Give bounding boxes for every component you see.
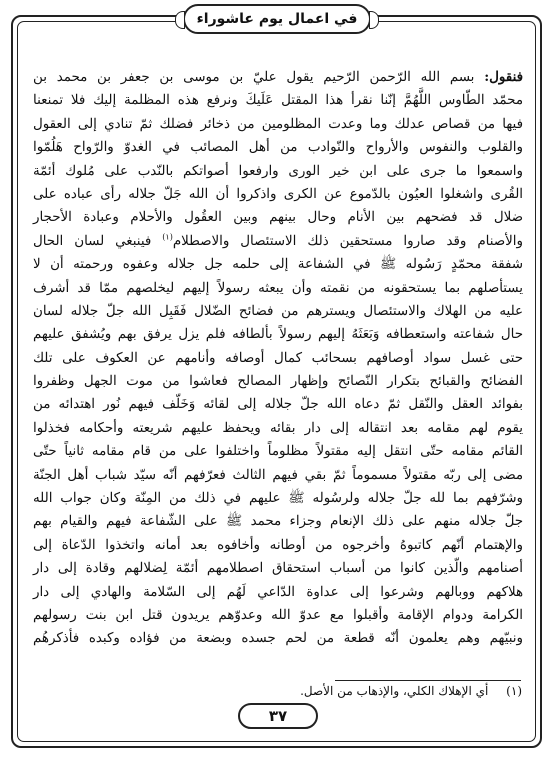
text-line: الفضائح والقبائح بتكرار النّصائح وإظهار المصالح فعاشوا من موت الجهل وظفروا <box>33 374 523 390</box>
text-line: فنقول: بسم الله الرّحمن الرّحيم يقول عليّ بن موسى بن جعفر بن محمد بن <box>33 69 524 85</box>
text-line: القُرى واشغلوا العيُون بالدّموع عن الكرى واذكروا أن الله جَلّ جلاله رأى عباده على <box>33 186 523 202</box>
text-line: واسمعوا ما جرى على ابن خير الورى وارفعوا أصواتكم بالنّدب على مُلوك أئمّة <box>33 163 523 179</box>
footnote-text: أي الإهلاك الكلي، والإذهاب من الأصل. <box>300 684 489 698</box>
text-line: مضى إلى ربّه مقتولاً مسموماً ثمّ بقي فيهم الثالث فعرّفهم أنّه سيّد شباب أهل الجنّة <box>33 467 523 483</box>
text-line: يستأصلهم بما يستحقونه من نقمته وأن يبعثه رسولاً إليهم ليخلصهم ممّا قد أشرف <box>33 280 523 296</box>
text-line: جلّ جلاله منهم على ذلك الإنعام وجزاء محمد ﷺ على الشّفاعة فيهم والقيام بهم <box>33 514 523 530</box>
body-text <box>33 66 523 651</box>
page-number-box <box>238 703 318 729</box>
text-line: شفقة محمّدٍ رَسُوله ﷺ في الشفاعة إلى حلمه جل جلاله وعفوه ورحمته أن لا <box>33 257 523 273</box>
footnote <box>42 684 522 698</box>
text-line: أصنامهم والّذين كانوا من أسباب استحقاق اصطلامهم أئمّة لِضلالهم وقادة إلى دار <box>33 561 523 577</box>
text-line: وشرّفهم بما لله جلّ جلاله ولرسُوله ﷺ عليهم في ذلك من المِنّة وكان جواب الله <box>33 491 523 507</box>
footnote-separator <box>335 680 521 681</box>
text-line: حتى غسل سواد أوصافهم بسحائب كمال أوصافه وأنامهم عن العكوف على تلك <box>33 350 523 366</box>
header-banner <box>183 4 371 34</box>
text-line: والإهتمام أنّهم كاتبوهُ وأخرجوه من أوطانه وأخافوه بعد أمانه واتخذوا الدّعاة إلى <box>33 537 523 553</box>
text-line: الكرامة ودوام الإقامة وأقبلوا مع عدوّ الله وعدوّهم يريدون قتل ابن بنت رسولهم <box>33 607 523 623</box>
text-line: عليه من الهلاك والاستئصال ويسترهم من فضائح الضّلال فَقَبِل الله جلّ جلاله لسان <box>33 303 523 319</box>
text-line: هلاكهم ووبالهم وشرعوا إلى عداوة الدّاعي لَهُم إلى السّلامة والهادي إلى دار <box>33 584 523 600</box>
page-number: ٣٧ <box>268 707 288 725</box>
footnote-number: (١) <box>506 684 522 698</box>
lead-word: فنقول: <box>484 69 524 85</box>
text-line: فيها من قصاص عدلك وما وعدت المظلومين من ذخائر فضلك ثمّ تنادي إلى العقول <box>33 116 523 132</box>
text-line: والأصنام وقد صاروا مستحقين ذلك الاستئصال والاصطلام$^{(١)}$ فينبغي لسان الحال <box>33 232 523 249</box>
footnote-marker: (١) <box>162 232 173 242</box>
text-line: محمّد الطّاوس اللَّهُمَّ إنّنا نقرأ هذا المقتل عَلَيكَ ونرفع هذه المظلمة إليك فلا تمنعنا <box>33 93 523 109</box>
text-line: بفوائد العقل والنّقل ثمّ دعاه الله جلّ جلاله إلى لقائه وَخَلّف فيهم نُور اهتدائه من <box>33 397 523 413</box>
text-line: حال شفاعته واستعطافه وَبَعَثَهُ إليهم رسولاً بألطافه فلم يزل يرفق بهم ويُشفق عليهم <box>33 327 523 343</box>
text-line: يقوم لهم مقامه بعد انتقاله إلى دار بقائه ويحفظ عليهم شريعته وأحكامه فخذلوا <box>33 420 523 436</box>
text-line: والقلوب والنفوس والأرواح والنّوادب من أهل المصائب في الغدوّ والرّواح هَلُمّوا <box>33 140 523 156</box>
running-title: في اعمال يوم عاشوراء <box>196 11 358 27</box>
text-line: القائم مقامه حتّى انتقل إليه مقتولاً مظلوماً واختلفوا على من قام مقامه ثانياً حتّى <box>33 444 523 460</box>
text-line: ونبيّهم وهم يعلمون أنّه قطعة من لحم جسده وبضعة من فؤاده وكبده فأذكرهُم <box>33 631 523 647</box>
text-line: ضلال قد فضحهم بين الأنام وحال بينهم وبين العقُول والأحلام وعبادة الأحجار <box>33 210 523 226</box>
